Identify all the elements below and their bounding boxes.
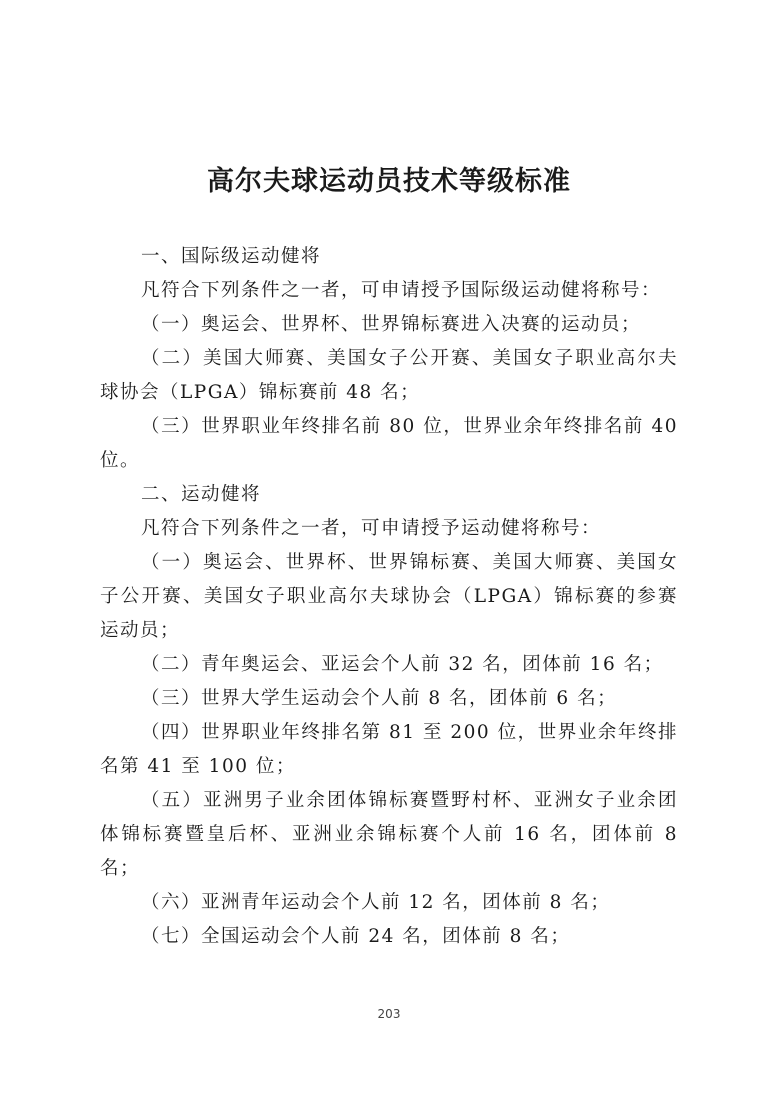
- paragraph: 凡符合下列条件之一者，可申请授予国际级运动健将称号：: [141, 280, 662, 301]
- paragraph: （三）世界职业年终排名前 80 位，世界业余年终排名前 40 位。: [100, 416, 678, 471]
- paragraph: （四）世界职业年终排名第 81 至 200 位，世界业余年终排名第 41 至 100 位；: [100, 722, 678, 777]
- section-heading-international-master: 一、国际级运动健将: [141, 246, 322, 267]
- paragraph: （六）亚洲青年运动会个人前 12 名，团体前 8 名；: [141, 892, 611, 913]
- section-heading-master: 二、运动健将: [141, 484, 262, 505]
- document-title: 高尔夫球运动员技术等级标准: [207, 166, 571, 198]
- paragraph: （七）全国运动会个人前 24 名，团体前 8 名；: [141, 926, 571, 947]
- paragraph: （二）青年奥运会、亚运会个人前 32 名，团体前 16 名；: [141, 654, 664, 675]
- paragraph: （一）奥运会、世界杯、世界锦标赛、美国大师赛、美国女子公开赛、美国女子职业高尔夫球协会（LPGA）锦标赛的参赛运动员；: [100, 552, 678, 641]
- paragraph: （五）亚洲男子业余团体锦标赛暨野村杯、亚洲女子业余团体锦标赛暨皇后杯、亚洲业余锦标赛个人前 16 名，团体前 8 名；: [100, 790, 678, 879]
- paragraph: （一）奥运会、世界杯、世界锦标赛进入决赛的运动员；: [141, 314, 642, 335]
- page-number: 203: [377, 1007, 401, 1021]
- document-body: [100, 240, 678, 954]
- paragraph: （三）世界大学生运动会个人前 8 名，团体前 6 名；: [141, 688, 618, 709]
- paragraph: 凡符合下列条件之一者，可申请授予运动健将称号：: [141, 518, 602, 539]
- paragraph: （二）美国大师赛、美国女子公开赛、美国女子职业高尔夫球协会（LPGA）锦标赛前 48 名；: [100, 348, 678, 403]
